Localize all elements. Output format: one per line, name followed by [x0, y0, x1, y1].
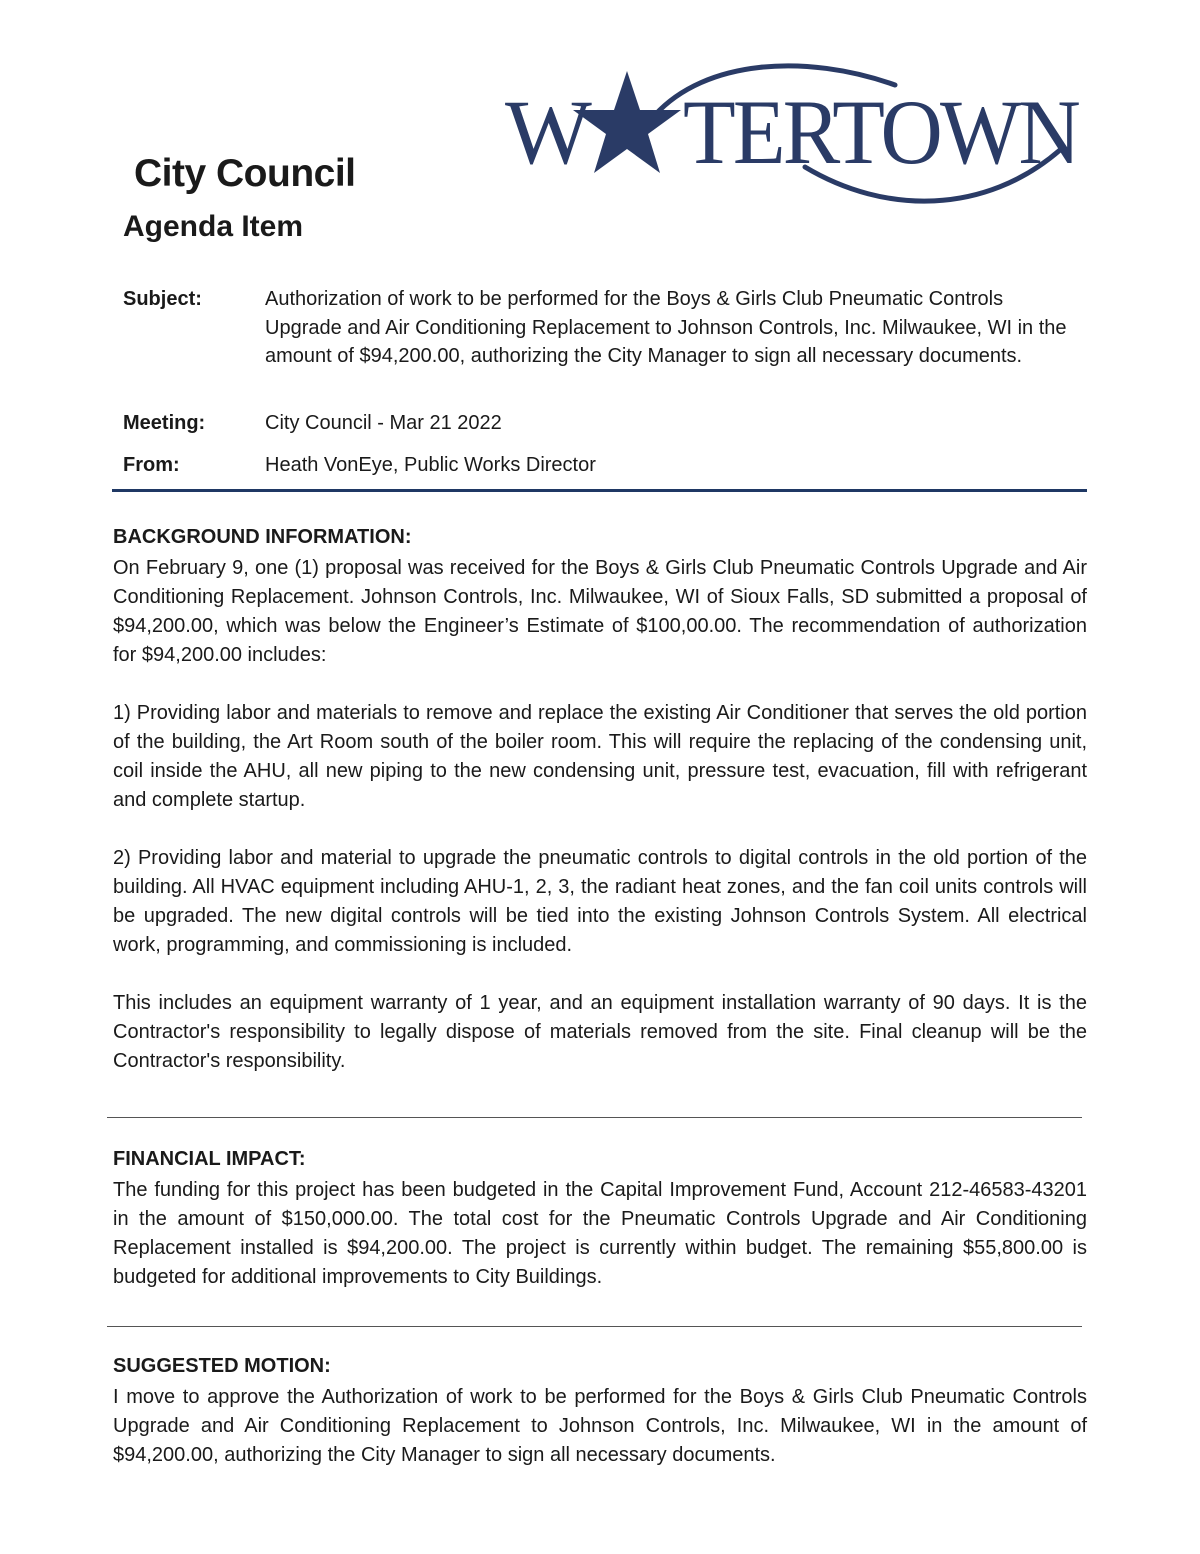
watertown-logo [505, 55, 1080, 215]
background-heading: BACKGROUND INFORMATION: [113, 526, 412, 548]
page-title: City Council [134, 152, 356, 195]
page-subtitle: Agenda Item [123, 210, 304, 243]
background-section [113, 523, 1087, 1076]
background-item-2: 2) Providing labor and material to upgrade the pneumatic controls to digital controls in the old portion of the building. All HVAC equipment including AHU-1, 2, 3, the radiant heat zones, and the fan coil units controls will be upgraded. The new digital controls will be tied into the existing Johnson Controls System. All electrical work, programming, and commissioning is included. [113, 847, 1087, 956]
from-row [123, 451, 1083, 480]
background-paragraph: On February 9, one (1) proposal was received for the Boys & Girls Club Pneumatic Controls Upgrade and Air Conditioning Replacement. Johnson Controls, Inc. Milwaukee, WI of Sioux Falls, SD submitted a proposal of $94,200.00, which was below the Engineer’s Estimate of $100,00.00. The recommendation of authorization for $94,200.00 includes: [113, 557, 1087, 666]
background-item-1: 1) Providing labor and materials to remove and replace the existing Air Conditioner that serves the old portion of the building, the Art Room south of the boiler room. This will require the replacing of the condensing unit, coil inside the AHU, all new piping to the new condensing unit, pressure test, evacuation, fill with refrigerant and complete startup. [113, 702, 1087, 811]
agenda-meta [123, 285, 1083, 480]
background-warranty: This includes an equipment warranty of 1 year, and an equipment installation warranty of 90 days. It is the Contractor's responsibility to legally dispose of materials removed from the site. Final cleanup will be the Contractor's responsibility. [113, 992, 1087, 1072]
motion-heading: SUGGESTED MOTION: [113, 1355, 331, 1377]
svg-text:TERTOWN: TERTOWN [683, 81, 1080, 183]
subject-value: Authorization of work to be performed for the Boys & Girls Club Pneumatic Controls Upgrade and Air Conditioning Replacement to Johnson Controls, Inc. Milwaukee, WI in the amount of $94,200.00, authorizing the City Manager to sign all necessary documents. [265, 288, 1067, 367]
from-label: From: [123, 454, 180, 476]
motion-section [113, 1352, 1087, 1470]
motion-paragraph: I move to approve the Authorization of work to be performed for the Boys & Girls Club Pneumatic Controls Upgrade and Air Conditioning Replacement to Johnson Controls, Inc. Milwaukee, WI in the amount of $94,200.00, authorizing the City Manager to sign all necessary documents. [113, 1386, 1087, 1466]
subject-row [123, 285, 1083, 409]
section-divider-financial [107, 1117, 1082, 1118]
financial-section [113, 1145, 1087, 1292]
section-divider-motion [107, 1326, 1082, 1327]
meeting-label: Meeting: [123, 412, 206, 434]
financial-paragraph: The funding for this project has been budgeted in the Capital Improvement Fund, Account 212-46583-43201 in the amount of $150,000.00. The total cost for the Pneumatic Controls Upgrade and Air Conditioning Replacement installed is $94,200.00. The project is currently within budget. The remaining $55,800.00 is budgeted for additional improvements to City Buildings. [113, 1179, 1087, 1288]
from-value: Heath VonEye, Public Works Director [265, 454, 596, 476]
financial-heading: FINANCIAL IMPACT: [113, 1148, 306, 1170]
meeting-row [123, 409, 1083, 451]
meeting-value: City Council - Mar 21 2022 [265, 412, 502, 434]
header-divider [112, 489, 1087, 492]
svg-text:W: W [505, 81, 590, 183]
subject-label: Subject: [123, 288, 202, 310]
